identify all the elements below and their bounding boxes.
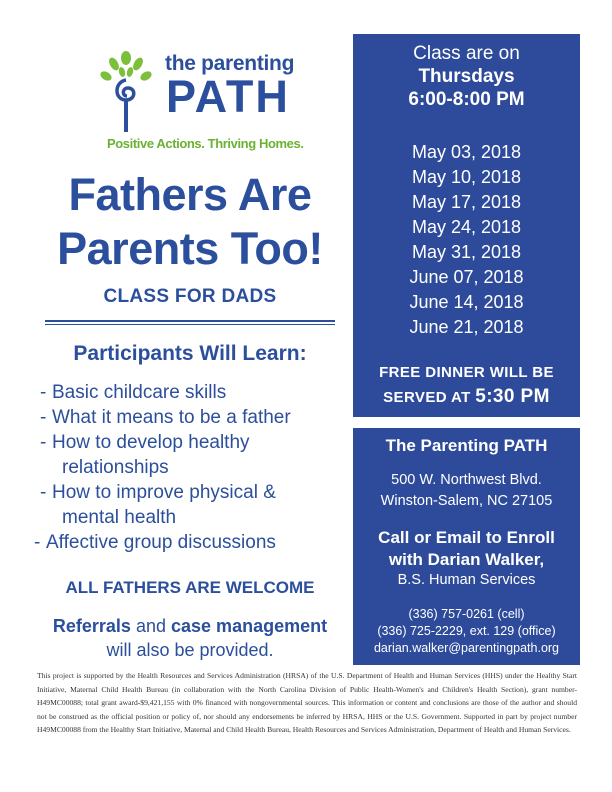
logo-text-the-parenting: the parenting bbox=[165, 52, 295, 75]
contact-email: darian.walker@parentingpath.org bbox=[373, 641, 560, 655]
list-item: - What it means to be a father bbox=[40, 407, 291, 428]
page-subtitle: CLASS FOR DADS bbox=[103, 286, 277, 307]
schedule-heading: Class are on Thursdays 6:00-8:00 PM bbox=[408, 43, 525, 110]
class-date: May 10, 2018 bbox=[411, 167, 522, 187]
logo-tagline: Positive Actions. Thriving Homes. bbox=[107, 136, 304, 151]
title-divider-thin bbox=[45, 324, 335, 325]
phone-office: (336) 725-2229, ext. 129 (office) bbox=[377, 624, 556, 638]
list-item: - Affective group discussions bbox=[34, 532, 276, 553]
schedule-panel bbox=[353, 34, 580, 417]
welcome-banner: ALL FATHERS ARE WELCOME bbox=[65, 578, 315, 597]
contact-details bbox=[353, 606, 580, 657]
referrals-note: Referrals and case management will also be provided. bbox=[52, 616, 328, 660]
org-name: The Parenting PATH bbox=[385, 436, 548, 455]
class-date: May 24, 2018 bbox=[411, 217, 522, 237]
class-date: June 21, 2018 bbox=[409, 317, 524, 337]
class-date: June 14, 2018 bbox=[409, 292, 524, 312]
parenting-path-logo bbox=[92, 50, 304, 160]
title-divider bbox=[45, 320, 335, 322]
list-item: - How to develop healthy bbox=[40, 432, 250, 453]
learn-list bbox=[34, 380, 344, 555]
enroll-heading: Call or Email to Enroll with Darian Walker, bbox=[378, 528, 555, 569]
sprout-path-logo-icon bbox=[92, 50, 162, 145]
list-item-continuation: mental health bbox=[62, 507, 177, 528]
page-title-line-1: Fathers Are bbox=[68, 169, 312, 220]
list-item: - Basic childcare skills bbox=[40, 382, 227, 403]
learn-heading: Participants Will Learn: bbox=[73, 342, 307, 365]
phone-cell: (336) 757-0261 (cell) bbox=[408, 607, 525, 621]
class-date: May 03, 2018 bbox=[411, 142, 522, 162]
contact-credential: B.S. Human Services bbox=[397, 572, 536, 588]
page-title-line-2: Parents Too! bbox=[57, 223, 323, 274]
org-address: 500 W. Northwest Blvd. Winston-Salem, NC 27105 bbox=[380, 472, 553, 509]
class-date: June 07, 2018 bbox=[409, 267, 524, 287]
page-title bbox=[40, 168, 340, 276]
class-dates-list bbox=[353, 140, 580, 340]
list-item: - How to improve physical & bbox=[40, 482, 276, 503]
list-item-continuation: relationships bbox=[62, 457, 169, 478]
contact-panel bbox=[353, 428, 580, 665]
class-date: May 31, 2018 bbox=[411, 242, 522, 262]
logo-text-path: PATH bbox=[166, 71, 290, 122]
free-dinner-note: FREE DINNER WILL BE SERVED AT 5:30 PM bbox=[379, 364, 554, 407]
funding-disclaimer: This project is supported by the Health Resources and Services Administration (HRSA) of the U.S. Department of Health and Human Services (HHS) under the Healthy Start Initiative, Maternal Child Health Bureau (in collaboration with the North Carolina Division of Public Health-Women's and Children's Health Section), grant number-H49MC00088; total grant award-$9,421,155 with 0% financed with nongovernmental sources. This information or content and conclusions are those of the author and should not be construed as the official position or policy of, nor should any endorsements be inferred by HRSA, HHS or the U.S. Government. Supported in part by project number H49MC00088 from the Healthy Start Initiative, Maternal and Child Health Bureau, Health Resources and Services Administration, Department of Health and Human Services. bbox=[37, 671, 577, 735]
class-date: May 17, 2018 bbox=[411, 192, 522, 212]
